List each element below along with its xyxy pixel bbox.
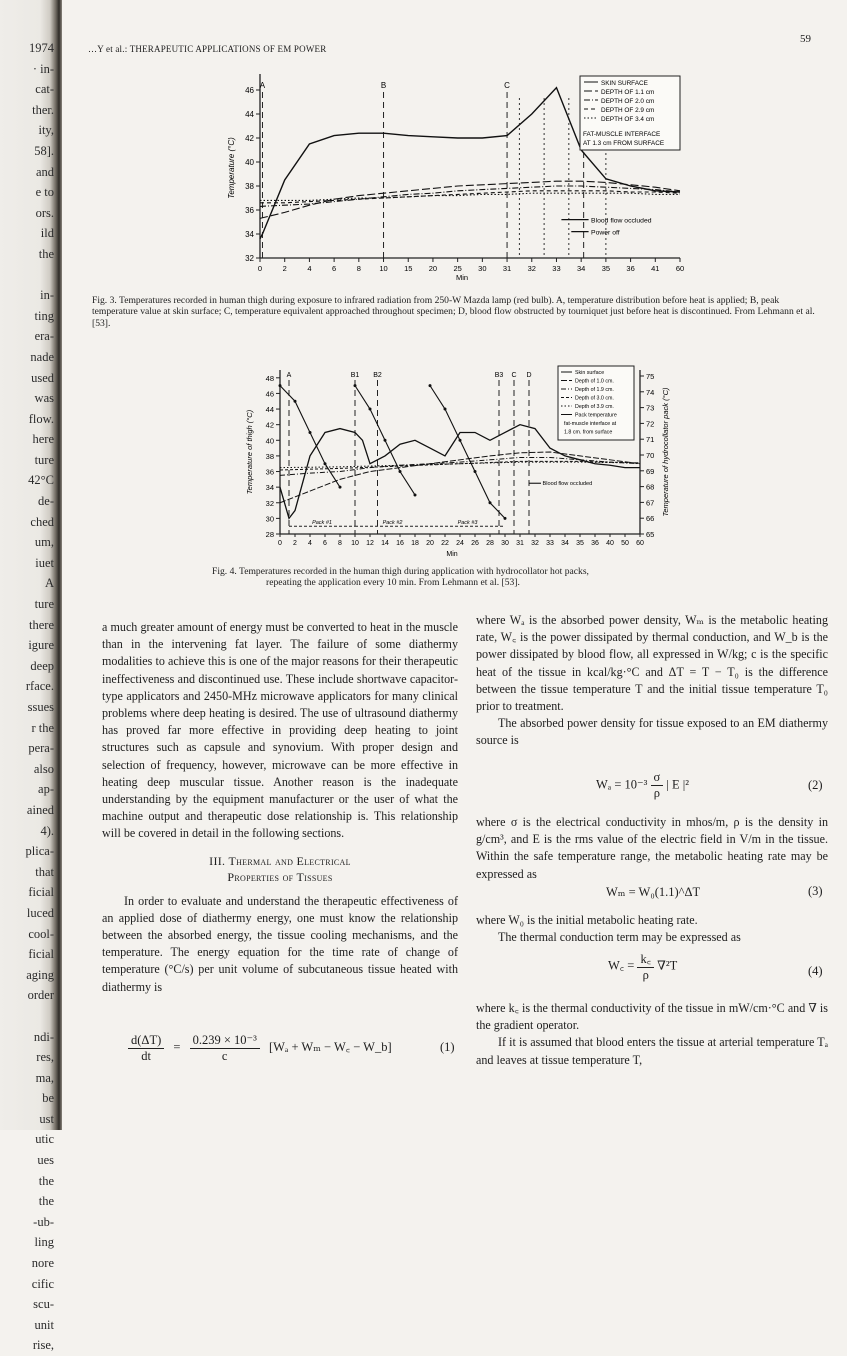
margin-fragment: iuet	[35, 555, 54, 570]
x-axis-label: Min	[446, 551, 458, 558]
margin-fragment: the	[38, 1173, 54, 1188]
legend-entry: Depth of 1.0 cm.	[575, 378, 614, 385]
section-heading	[102, 853, 458, 885]
pack-temperature-point	[444, 408, 447, 411]
y-tick-label-right: 68	[646, 482, 655, 492]
legend-entry: Depth of 1.9 cm.	[575, 387, 614, 393]
margin-fragment: ting	[34, 308, 54, 323]
y-tick-label-right: 70	[646, 451, 655, 460]
y-tick-label: 44	[245, 110, 254, 119]
margin-fragment: de-	[38, 494, 54, 509]
x-tick-label: 6	[332, 264, 337, 273]
legend-entry: FAT-MUSCLE INTERFACE	[583, 131, 661, 138]
x-tick-label: 8	[338, 540, 342, 547]
pack-temperature-point	[459, 439, 462, 442]
marker-label: C	[504, 81, 510, 90]
right-paragraph-45-block	[476, 912, 828, 946]
y-axis-label: Temperature (°C)	[227, 137, 236, 199]
x-tick-label: 4	[307, 264, 312, 273]
margin-fragment: 1974	[29, 41, 54, 55]
equation-1-number: (1)	[440, 1040, 455, 1054]
equation-3: Wₘ = W₀(1.1)^ΔT	[606, 885, 701, 899]
margin-fragment: was	[34, 391, 54, 406]
x-tick-label: 2	[282, 264, 287, 273]
marker-label: B2	[373, 372, 382, 379]
equation-4-number: (4)	[808, 964, 823, 978]
margin-fragment: ained	[26, 802, 54, 817]
right-paragraph-5: The thermal conduction term may be expressed as	[498, 930, 741, 945]
x-tick-label: 40	[606, 540, 614, 547]
x-tick-label: 33	[552, 264, 561, 273]
x-tick-label: 15	[404, 264, 413, 273]
y-tick-label: 36	[265, 467, 274, 477]
x-tick-label: 10	[379, 264, 388, 273]
margin-fragment: ues	[37, 1153, 54, 1168]
y-tick-label: 28	[265, 530, 274, 539]
x-tick-label: 18	[411, 540, 419, 547]
marker-label: B3	[494, 372, 504, 379]
marker-label: B	[380, 81, 387, 90]
section-heading-line2: Properties of Tissues	[227, 869, 333, 884]
x-tick-label: 2	[293, 540, 297, 547]
margin-fragment: 58].	[34, 143, 54, 158]
right-paragraph-4: where W₀ is the initial metabolic heating rate.	[476, 913, 698, 927]
x-tick-label: 50	[621, 540, 629, 547]
margin-fragment: · in-	[32, 61, 54, 76]
y-tick-label-right: 65	[646, 530, 655, 539]
eq4-lhs: W꜀ =	[608, 958, 635, 973]
annotation-text: Blood flow occluded	[542, 481, 593, 488]
y-tick-label-right: 67	[646, 498, 655, 508]
figure-4-caption-line1: Fig. 4. Temperatures recorded in the human thigh during application with hydrocollator hot packs,	[212, 566, 589, 577]
x-tick-label: 30	[478, 264, 487, 273]
right-paragraph-67-block	[476, 1000, 828, 1069]
x-tick-label: 0	[257, 264, 263, 273]
running-head: …Y et al.: THERAPEUTIC APPLICATIONS OF EM POWER	[88, 44, 327, 54]
equation-2	[596, 770, 689, 801]
left-column	[102, 619, 458, 996]
margin-fragment: there	[29, 617, 54, 632]
x-tick-label: 24	[456, 540, 464, 547]
x-tick-label: 35	[576, 540, 584, 547]
margin-fragment: ssues	[27, 700, 54, 714]
margin-fragment: deep	[30, 658, 54, 673]
equation-3-number: (3)	[808, 884, 823, 898]
margin-fragment: plica-	[25, 844, 54, 859]
x-tick-label: 25	[453, 264, 462, 273]
margin-fragment: nade	[30, 349, 54, 364]
margin-fragment: ther.	[32, 102, 54, 117]
margin-fragment: pera-	[28, 741, 54, 756]
right-paragraph-2: The absorbed power density for tissue exposed to an EM diathermy source is	[476, 716, 828, 748]
pack-temperature-point	[354, 384, 357, 387]
margin-fragment: -ub-	[33, 1214, 54, 1229]
x-tick-label: 22	[441, 540, 449, 547]
margin-fragment: ched	[30, 514, 54, 529]
margin-fragment: the	[38, 246, 54, 261]
figure-3-caption: Fig. 3. Temperatures recorded in human thigh during exposure to infrared radiation from 250-W Mazda lamp (red bulb). A, temperature distribution before heat is applied; B, peak temperature value at skin surface; C, temperature equivalent approached throughout specimen; D, blood flow obstructed by tourniquet just before heat is discontinued. From Lehmann et al. [53].	[92, 295, 815, 329]
eq1-rhs-fraction: $\frac{\text{0.239 × 10⁻³}}{c}$	[190, 1032, 260, 1064]
x-tick-label: 34	[577, 264, 586, 273]
x-tick-label: 31	[502, 264, 512, 273]
series-line	[260, 186, 680, 206]
y-tick-label: 32	[265, 498, 274, 508]
margin-fragment: cool-	[28, 926, 54, 941]
legend-entry: Pack temperature	[575, 412, 617, 419]
pack-temperature-point	[504, 517, 507, 520]
margin-fragment: ling	[34, 1235, 54, 1250]
y-tick-label: 46	[245, 86, 254, 95]
right-paragraph-7: If it is assumed that blood enters the tissue at arterial temperature Tₐ and leaves at tissue temperature T,	[476, 1035, 828, 1067]
x-tick-label: 4	[308, 540, 312, 547]
right-column-top	[476, 612, 828, 750]
margin-fragment	[2, 1006, 54, 1027]
y-tick-label: 36	[245, 206, 254, 215]
margin-fragment: ture	[34, 597, 54, 612]
margin-fragment: res,	[36, 1050, 54, 1065]
legend-entry: SKIN SURFACE	[601, 80, 648, 87]
x-tick-label: 10	[351, 540, 359, 547]
x-tick-label: 36	[626, 264, 635, 273]
pack-temperature-point	[489, 501, 492, 504]
marker-label: C	[511, 372, 517, 379]
margin-fragment: flow.	[28, 411, 54, 426]
figure-3	[222, 70, 692, 290]
pack-temperature-point	[474, 470, 477, 473]
eq4-tail: ∇²T	[657, 958, 678, 973]
equation-2-number: (2)	[808, 778, 823, 792]
y-tick-label-right: 69	[646, 466, 655, 476]
margin-fragment: ficial	[28, 947, 54, 962]
marker-label: B1	[350, 372, 360, 379]
x-tick-label: 0	[278, 540, 282, 547]
y-tick-label: 38	[245, 182, 254, 191]
margin-fragment: r the	[31, 720, 54, 735]
legend-entry: DEPTH OF 3.4 cm	[601, 116, 655, 123]
legend-entry: AT 1.3 cm FROM SURFACE	[583, 140, 665, 147]
margin-fragment: luced	[26, 905, 54, 920]
margin-fragment: 42°C	[28, 473, 54, 488]
legend-entry: 1.8 cm. from surface	[564, 429, 613, 436]
series-line	[260, 191, 680, 203]
pack-label: Pack #2	[382, 520, 403, 527]
margin-fragment: be	[42, 1091, 54, 1106]
eq4-fraction: $\frac{k꜀}{\rho}$	[637, 950, 654, 983]
y-tick-label: 40	[245, 158, 254, 167]
margin-fragment: ture	[34, 452, 54, 467]
x-tick-label: 16	[396, 540, 404, 547]
x-tick-label: 31	[516, 540, 524, 547]
annotation-text: Blood flow occluded	[591, 217, 652, 225]
annotation-text: Power off	[591, 229, 620, 237]
marker-label: A	[259, 81, 266, 90]
margin-fragment: and	[35, 164, 54, 179]
margin-fragment: igure	[28, 638, 54, 653]
margin-fragment: A	[44, 576, 54, 591]
margin-fragment: aging	[26, 967, 54, 982]
y-tick-label: 40	[265, 436, 274, 446]
margin-fragment: cific	[31, 1276, 54, 1291]
x-tick-label: 28	[486, 540, 494, 547]
margin-fragment: nore	[31, 1256, 54, 1271]
x-tick-label: 20	[428, 264, 438, 273]
pack-temperature-point	[294, 400, 297, 403]
figure-4-caption	[212, 566, 732, 589]
margin-fragment: in-	[40, 288, 54, 303]
legend-entry: DEPTH OF 2.9 cm	[601, 107, 655, 114]
margin-fragment: 4).	[40, 823, 54, 838]
x-tick-label: 26	[471, 540, 479, 547]
margin-fragment: ors.	[35, 205, 54, 220]
pack-temperature-point	[369, 408, 372, 411]
figure-4-caption-line2: repeating the application every 10 min. From Lehmann et al. [53].	[266, 577, 520, 589]
y-tick-label-right: 72	[646, 419, 655, 429]
marker-label: A	[286, 372, 292, 379]
margin-fragment: ust	[39, 1111, 54, 1126]
margin-fragment: era-	[34, 329, 54, 344]
x-tick-label: 36	[591, 540, 599, 547]
margin-fragment: um,	[34, 535, 54, 550]
y-tick-label-right: 74	[646, 387, 655, 397]
figure-3-chart	[222, 70, 692, 290]
x-tick-label: 30	[501, 540, 509, 547]
margin-fragment: ap-	[38, 782, 54, 797]
margin-fragment: rise,	[32, 1338, 54, 1353]
right-paragraph-6: where k꜀ is the thermal conductivity of the tissue in mW/cm·°C and ∇ is the gradient operator.	[476, 1001, 828, 1033]
margin-fragment: unit	[34, 1317, 54, 1332]
pack-label: Pack #1	[312, 520, 332, 527]
pack-temperature-point	[279, 384, 282, 387]
x-axis-label: Min	[455, 273, 469, 282]
x-tick-label: 32	[527, 264, 536, 273]
x-tick-label: 34	[561, 540, 569, 547]
x-tick-label: 14	[381, 540, 389, 547]
legend-entry: DEPTH OF 2.0 cm	[601, 98, 655, 105]
y-tick-label: 30	[265, 514, 274, 524]
margin-fragment: also	[33, 761, 54, 776]
margin-fragment: that	[35, 864, 54, 879]
eq1-bracket: [Wₐ + Wₘ − W꜀ − W_b]	[268, 1039, 392, 1054]
legend-entry: Depth of 3.9 cm.	[575, 404, 614, 410]
left-paragraph-2: In order to evaluate and understand the therapeutic effectiveness of an applied dose of diathermy energy, one must know the relationship between the absorbed energy, the tissue cooling mechanisms, and the temperature. The energy equation for the time rate of change of temperature (°C/s) per unit volume of subcutaneous tissue heated with diathermy is	[102, 893, 458, 994]
margin-fragment: e to	[35, 185, 54, 200]
x-tick-label: 32	[531, 540, 539, 547]
y-tick-label: 42	[265, 420, 274, 430]
series-line	[280, 462, 640, 467]
margin-fragment: ndi-	[33, 1029, 54, 1044]
x-tick-label: 35	[601, 264, 611, 273]
figure-4	[240, 362, 680, 562]
equation-1: $\frac{d(\Delta T)}{dt}$ = $\frac{\text{0.239 × 10⁻³}}{c}$ [Wₐ + Wₘ − W꜀ − W_b]	[128, 1032, 392, 1064]
margin-fragment: the	[38, 1194, 54, 1209]
pack-temperature-point	[309, 431, 312, 434]
pack-temperature-point	[414, 493, 417, 496]
y-tick-label: 34	[265, 483, 274, 493]
y-tick-label-right: 66	[646, 514, 655, 524]
pack-temperature-point	[324, 462, 327, 465]
margin-fragment: scu-	[33, 1297, 54, 1312]
pack-temperature-point	[429, 384, 432, 387]
legend-entry: fat-muscle interface at	[564, 421, 617, 427]
left-paragraph-1: a much greater amount of energy must be converted to heat in the muscle than in the intervening fat layer. The failure of some diathermy modalities to achieve this is one of the major reasons for their therapeutic ineffectiveness and discontinued use. These include shortwave capacitor-type applicators and 2450-MHz microwave applicators for many clinical problems where deep heating is desired. The use of ultrasound diathermy has proved far more effective in providing deep heating to joint structures such as capsule and synovium. With proper design and selection of frequency, however, microwave can be more effective in heating deep muscular tissue. Another reason is the inadequate understanding by the equipment manufacturer or the user of what the machine output and therapeutic dose relationship is. This relationship will be covered in detail in the following sections.	[102, 620, 458, 841]
eq2-tail: | E |²	[666, 777, 690, 792]
margin-fragment: utic	[35, 1132, 54, 1147]
previous-page-margin-text	[2, 38, 54, 1356]
x-tick-label: 60	[636, 540, 644, 547]
section-heading-line1: III. Thermal and Electrical	[209, 853, 351, 868]
pack-temperature-point	[384, 439, 387, 442]
margin-fragment: ficial	[28, 885, 54, 900]
x-tick-label: 12	[366, 540, 374, 547]
right-paragraph-3-block	[476, 814, 828, 883]
margin-fragment: rface.	[25, 679, 54, 694]
pack-temperature-line	[430, 386, 505, 519]
legend-entry: Skin surface	[575, 370, 605, 376]
x-tick-label: 41	[651, 264, 660, 273]
margin-fragment	[2, 265, 54, 286]
y-tick-label-right: 71	[646, 435, 655, 445]
y-tick-label: 38	[265, 451, 274, 461]
right-paragraph-1: where Wₐ is the absorbed power density, Wₘ is the metabolic heating rate, W꜀ is the power dissipated by thermal conduction, and W_b is the power dissipated by blood flow, all expressed in W/kg; c is the specific heat of the tissue in kcal/kg·°C and ΔT = T − T₀ is the difference between the tissue temperature T and the initial tissue temperature T₀ prior to treatment.	[476, 613, 828, 714]
y-axis-label-right: Temperature of hydrocollator pack (°C)	[661, 387, 670, 517]
figure-4-chart	[240, 362, 680, 562]
y-tick-label: 34	[245, 230, 254, 239]
x-tick-label: 60	[675, 264, 685, 273]
x-tick-label: 8	[356, 264, 361, 273]
y-tick-label: 44	[265, 405, 274, 415]
pack-temperature-point	[339, 486, 342, 489]
y-tick-label: 42	[245, 134, 254, 143]
legend-entry: DEPTH OF 1.1 cm	[601, 89, 655, 96]
y-tick-label-right: 75	[646, 372, 655, 381]
y-tick-label-right: 73	[646, 403, 655, 413]
margin-fragment: ma,	[35, 1070, 54, 1085]
margin-fragment: used	[31, 370, 54, 385]
y-axis-label: Temperature of thigh (°C)	[245, 409, 254, 495]
pack-label: Pack #3	[457, 520, 478, 527]
eq1-lhs-fraction: $\frac{d(\Delta T)}{dt}$	[128, 1033, 164, 1064]
legend-entry: Depth of 3.0 cm.	[575, 395, 614, 402]
x-tick-label: 33	[546, 540, 554, 547]
pack-temperature-point	[399, 470, 402, 473]
equation-4	[608, 950, 677, 983]
series-line	[280, 461, 640, 470]
marker-label: D	[526, 372, 532, 379]
y-tick-label: 48	[265, 373, 274, 383]
margin-fragment: ild	[40, 226, 54, 241]
margin-fragment: cat-	[35, 82, 54, 97]
right-paragraph-3: where σ is the electrical conductivity in mhos/m, ρ is the density in g/cm³, and E is the rms value of the electric field in V/m in the tissue. Within the safe temperature range, the metabolic heating rate may be expressed as	[476, 815, 828, 881]
x-tick-label: 20	[426, 540, 434, 547]
eq2-fraction: $\frac{\sigma}{\rho}$	[651, 770, 664, 801]
margin-fragment: here	[32, 432, 54, 447]
y-tick-label: 32	[245, 254, 254, 263]
y-tick-label: 46	[265, 389, 274, 399]
eq2-lhs: Wₐ = 10⁻³	[596, 777, 648, 792]
margin-fragment: order	[27, 988, 54, 1003]
x-tick-label: 6	[323, 540, 327, 547]
page-number: 59	[800, 33, 811, 45]
margin-fragment: ity,	[38, 123, 54, 138]
